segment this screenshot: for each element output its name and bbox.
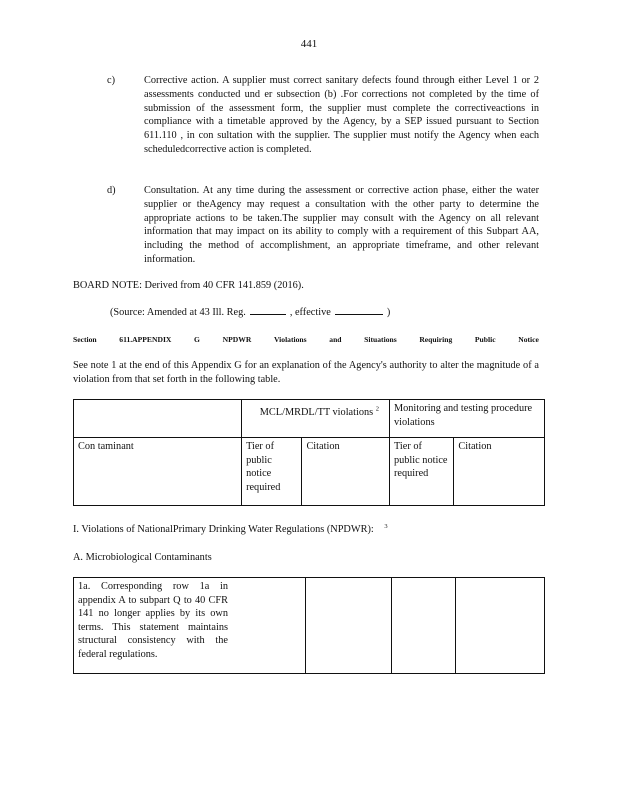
mcl-group-header: MCL/MRDL/TT violations $^2$ bbox=[242, 400, 390, 438]
row-1a-tier-2 bbox=[392, 578, 456, 674]
section-word: and bbox=[329, 335, 342, 344]
register-blank bbox=[250, 305, 286, 315]
row-1a-citation bbox=[305, 578, 392, 674]
footnote-marker: 2 bbox=[375, 405, 379, 413]
row-1a-citation-2 bbox=[456, 578, 545, 674]
contaminant-column-header: Con taminant bbox=[74, 438, 242, 506]
source-prefix: (Source: Amended at 43 Ill. Reg. bbox=[110, 307, 246, 318]
item-text: Consultation. At any time during the assessment or corrective action phase, either the water supplier or theAgency may request a consultation with the other party to determine the appropriate actions to be taken.The supplier may consult with the Agency on all relevant information that may impact on its ability to comply with a requirement of this Subpart AA, including the method of accomplishment, an appropriate timeframe, and other relevant information. bbox=[144, 185, 539, 265]
tier-column-header-2: Tier of public notice required bbox=[389, 438, 453, 506]
violations-table-header bbox=[73, 399, 545, 506]
intro-paragraph: See note 1 at the end of this Appendix G for an explanation of the Agency's authority to alter the magnitude of a violation from that set forth in the following table. bbox=[73, 360, 539, 385]
board-note: BOARD NOTE: Derived from 40 CFR 141.859 (2016). bbox=[73, 280, 304, 291]
item-c bbox=[107, 74, 539, 157]
section-heading bbox=[73, 333, 539, 347]
violations-heading: I. Violations of NationalPrimary Drinking Water Regulations (NPDWR): $^3$ bbox=[73, 522, 388, 535]
source-note bbox=[110, 305, 390, 320]
section-word: NPDWR bbox=[222, 335, 252, 344]
violations-table-body bbox=[73, 577, 545, 674]
tier-column-header: Tier of public notice required bbox=[242, 438, 302, 506]
section-word: Section bbox=[73, 335, 97, 344]
subheading: A. Microbiological Contaminants bbox=[73, 552, 212, 563]
item-d bbox=[107, 184, 539, 267]
row-1a-contaminant: 1a. Corresponding row 1a in appendix A to subpart Q to 40 CFR 141 no longer applies by its own terms. This statement maintains structural consistency with the federal regulations. bbox=[74, 578, 306, 674]
section-word: Public bbox=[474, 335, 496, 344]
source-middle: , effective bbox=[289, 307, 331, 318]
citation-column-header: Citation bbox=[302, 438, 390, 506]
effective-date-blank bbox=[335, 305, 383, 315]
footnote-marker: 3 bbox=[384, 522, 388, 530]
item-label: d) bbox=[107, 185, 116, 196]
item-text: Corrective action. A supplier must correct sanitary defects found through either Level 1 or 2 assessments conducted und er subsection (b) .For corrections not completed by the time of submission of the assessment form, the supplier must complete the correctiveactions in compliance with a timetable approved by the Agency, by a SEP issued pursuant to Section 611.110 , in con sultation with the supplier. The supplier must notify the Agency when each scheduledcorrective action is completed. bbox=[144, 75, 539, 155]
section-word: Situations bbox=[364, 335, 397, 344]
source-suffix: ) bbox=[386, 307, 391, 318]
page-number: 441 bbox=[300, 38, 318, 50]
section-word: Notice bbox=[518, 335, 539, 344]
section-word: Requiring bbox=[419, 335, 453, 344]
monitoring-group-header: Monitoring and testing procedure violations bbox=[389, 400, 544, 438]
section-word: Violations bbox=[273, 335, 307, 344]
section-word: 611.APPENDIX bbox=[119, 335, 172, 344]
item-label: c) bbox=[107, 75, 115, 86]
section-word: G bbox=[194, 335, 200, 344]
citation-column-header-2: Citation bbox=[454, 438, 545, 506]
empty-header-cell bbox=[74, 400, 242, 438]
